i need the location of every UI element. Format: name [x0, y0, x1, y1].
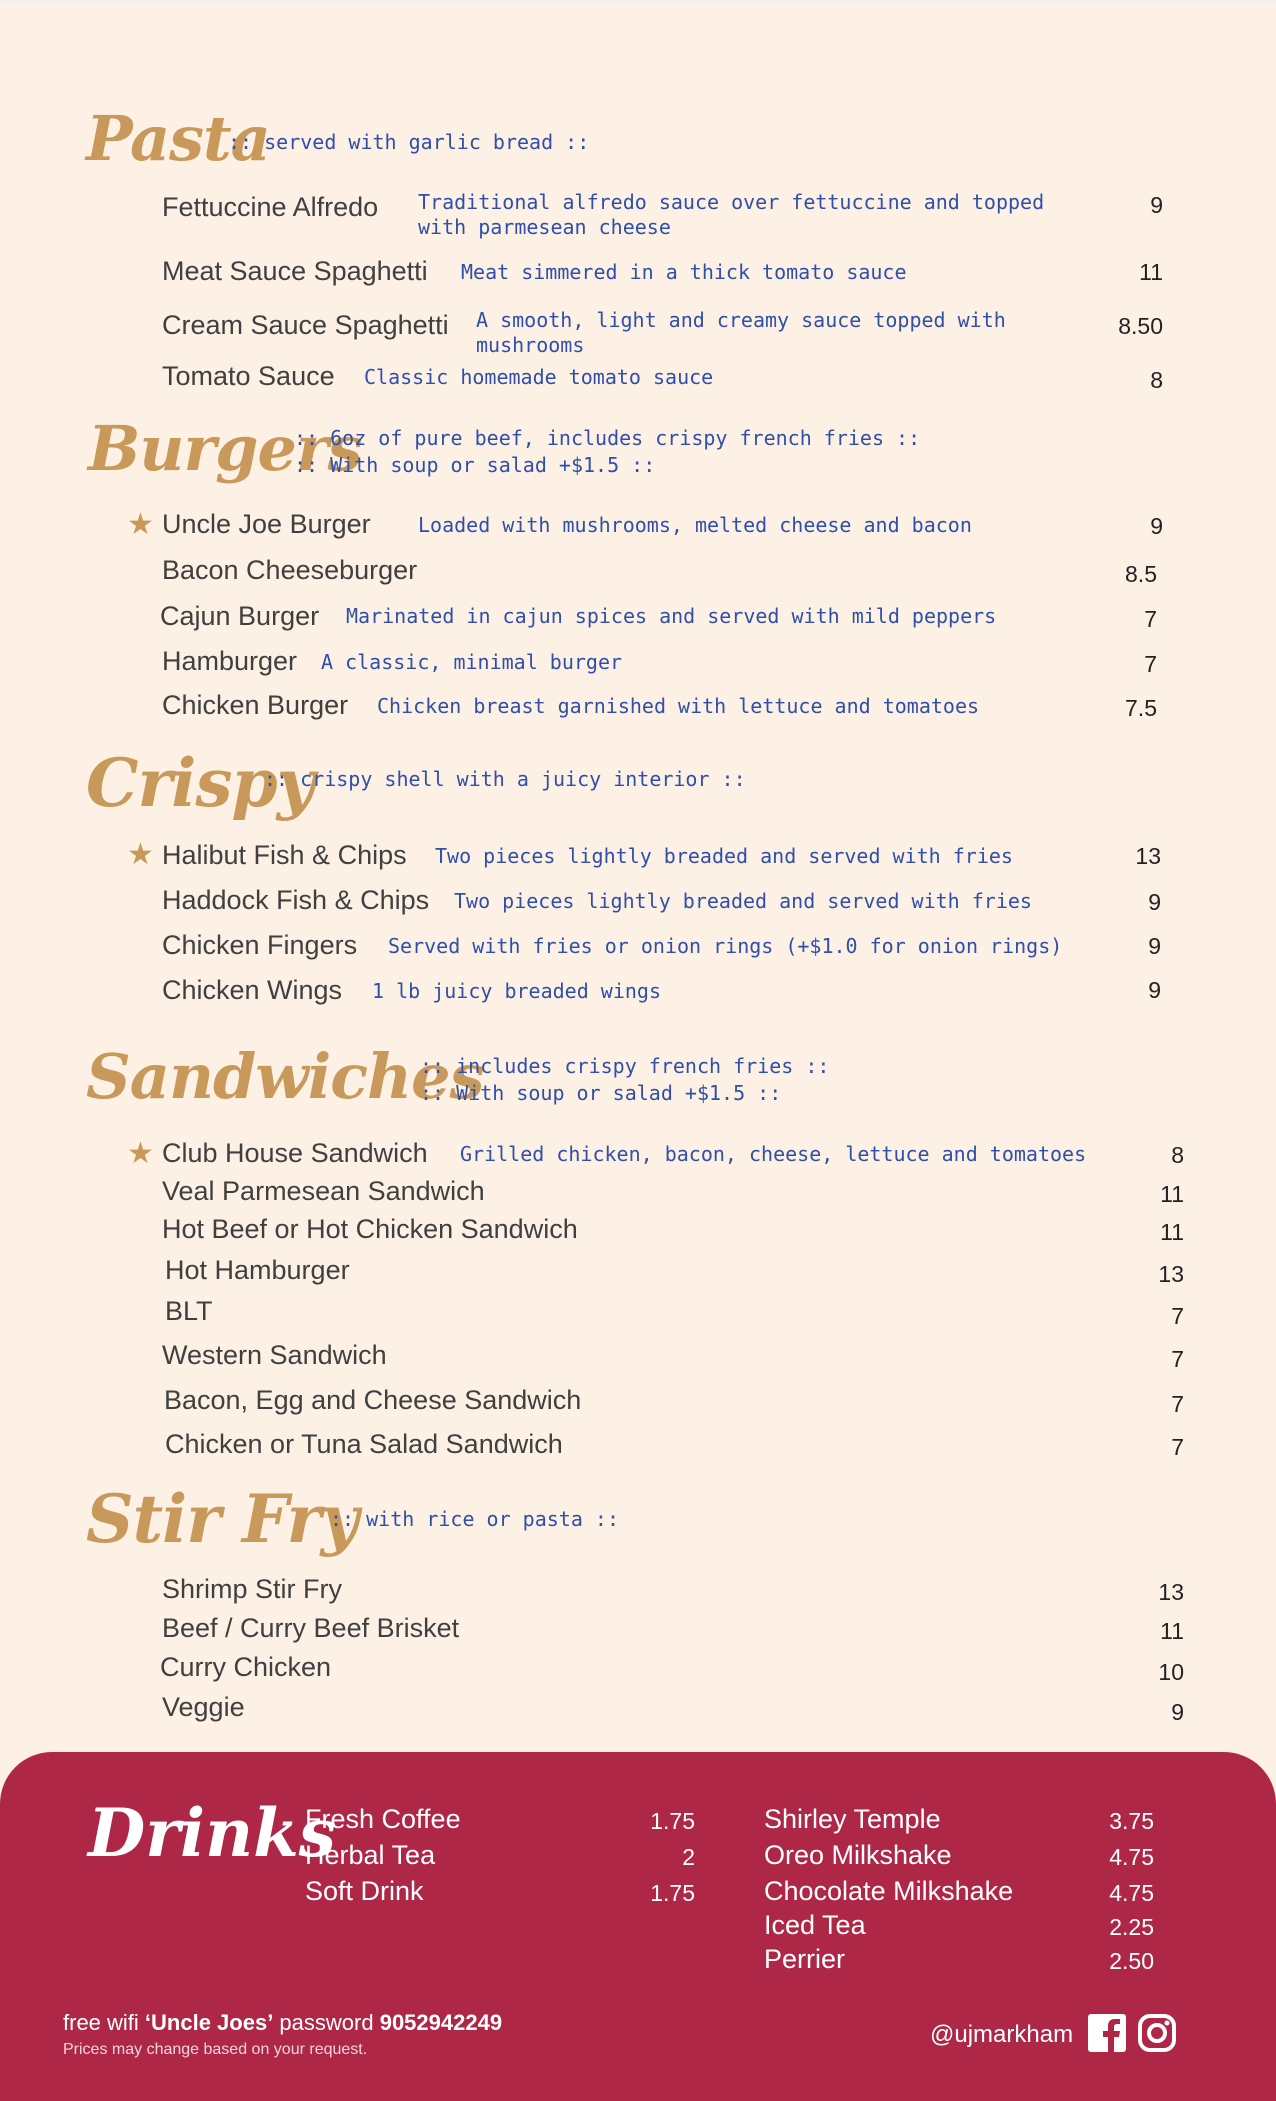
drink-name: Shirley Temple [764, 1804, 941, 1834]
menu-item-name: Veal Parmesean Sandwich [162, 1176, 485, 1206]
menu-item-price: 9 [1148, 889, 1161, 915]
menu-item-name: Haddock Fish & Chips [162, 885, 430, 915]
sandwiches-subtitle-2: :: With soup or salad +$1.5 :: [420, 1081, 782, 1105]
menu-item-name: Hot Hamburger [165, 1255, 350, 1285]
wifi-network-name: ‘Uncle Joes’ [144, 2010, 274, 2035]
menu-item-name: Fettuccine Alfredo [162, 192, 379, 222]
section-title-pasta: Pasta [86, 102, 270, 175]
menu-item-price: 10 [1158, 1659, 1184, 1685]
section-title-burgers: Burgers [88, 412, 362, 485]
menu-item-price: 9 [1148, 933, 1161, 959]
drink-price: 2.25 [1109, 1914, 1154, 1940]
menu-item-price: 7 [1171, 1434, 1184, 1460]
drink-name: Herbal Tea [305, 1840, 436, 1870]
menu-item-name: Club House Sandwich [162, 1138, 428, 1168]
menu-item-desc: Served with fries or onion rings (+$1.0 for onion rings) [388, 934, 1063, 958]
pasta-subtitle: :: served with garlic bread :: [228, 130, 590, 154]
menu-item-price: 8 [1150, 367, 1163, 393]
menu-item-desc: Loaded with mushrooms, melted cheese and bacon [418, 513, 972, 537]
drink-name: Iced Tea [764, 1910, 866, 1940]
menu-item-name: Uncle Joe Burger [162, 509, 371, 539]
section-title-stir-fry: Stir Fry [86, 1480, 358, 1558]
wifi-password: 9052942249 [379, 2010, 503, 2035]
menu-item-price: 7 [1171, 1346, 1184, 1372]
menu-item-name: Chicken Fingers [162, 930, 358, 960]
star-icon: ★ [127, 838, 154, 871]
drink-price: 1.75 [650, 1880, 695, 1906]
drink-name: Perrier [764, 1944, 846, 1974]
menu-item-price: 11 [1160, 1219, 1184, 1245]
section-title-drinks: Drinks [88, 1794, 336, 1872]
drink-price: 3.75 [1109, 1808, 1154, 1834]
menu-item-price: 8 [1171, 1142, 1184, 1168]
menu-item-price: 13 [1135, 843, 1161, 869]
menu-item-name: Hamburger [162, 646, 298, 676]
menu-item-name: BLT [165, 1296, 213, 1326]
drink-name: Fresh Coffee [305, 1804, 461, 1834]
menu-item-price: 7 [1171, 1391, 1184, 1417]
menu-item-name: Tomato Sauce [162, 361, 335, 391]
menu-item-name: Chicken Wings [162, 975, 343, 1005]
wifi-mid: password [273, 2010, 380, 2035]
menu-item-price: 11 [1160, 1181, 1184, 1207]
sandwiches-subtitle-1: :: includes crispy french fries :: [420, 1054, 830, 1078]
menu-item-desc: with parmesean cheese [418, 215, 671, 239]
menu-item-name: Cream Sauce Spaghetti [162, 310, 449, 340]
wifi-prefix: free wifi [63, 2010, 145, 2035]
menu-item-name: Bacon Cheeseburger [162, 555, 418, 585]
menu-item-price: 7 [1171, 1303, 1184, 1329]
menu-item-desc: Marinated in cajun spices and served with mild peppers [346, 604, 997, 628]
section-title-crispy: Crispy [86, 744, 315, 822]
drinks-footer [0, 1752, 1276, 2101]
menu-item-price: 9 [1148, 977, 1161, 1003]
menu-item-name: Chicken Burger [162, 690, 349, 720]
menu-item-price: 13 [1158, 1261, 1184, 1287]
menu-item-name: Shrimp Stir Fry [162, 1574, 343, 1604]
menu-item-desc: mushrooms [476, 333, 585, 357]
drink-price: 2.50 [1109, 1948, 1154, 1974]
social-handle[interactable]: @ujmarkham [930, 2021, 1074, 2048]
menu-item-desc: Two pieces lightly breaded and served with fries [454, 889, 1032, 913]
menu-item-price: 9 [1150, 513, 1163, 539]
price-note: Prices may change based on your request. [63, 2041, 368, 2058]
menu-item-desc: Grilled chicken, bacon, cheese, lettuce and tomatoes [460, 1142, 1087, 1166]
menu-item-price: 8.5 [1125, 561, 1157, 587]
menu-item-desc: Chicken breast garnished with lettuce and tomatoes [377, 694, 980, 718]
menu-item-desc: Two pieces lightly breaded and served with fries [435, 844, 1013, 868]
menu-item-name: Bacon, Egg and Cheese Sandwich [164, 1385, 582, 1415]
menu-item-price: 13 [1158, 1579, 1184, 1605]
menu-item-price: 7.5 [1125, 695, 1157, 721]
menu-item-name: Hot Beef or Hot Chicken Sandwich [162, 1214, 578, 1244]
section-title-sandwiches: Sandwiches [86, 1040, 484, 1113]
menu-item-name: Meat Sauce Spaghetti [162, 256, 428, 286]
menu-item-name: Chicken or Tuna Salad Sandwich [165, 1429, 563, 1459]
menu-item-price: 8.50 [1118, 313, 1163, 339]
drink-name: Chocolate Milkshake [764, 1876, 1014, 1906]
menu-item-desc: 1 lb juicy breaded wings [372, 979, 661, 1003]
crispy-subtitle: :: crispy shell with a juicy interior :: [264, 767, 746, 791]
menu-item-price: 7 [1144, 606, 1157, 632]
menu-item-price: 11 [1160, 1618, 1184, 1644]
menu-item-desc: Meat simmered in a thick tomato sauce [461, 260, 907, 284]
drink-price: 4.75 [1109, 1880, 1154, 1906]
menu-item-price: 9 [1150, 192, 1163, 218]
wifi-info [63, 2010, 502, 2036]
stir-fry-subtitle: :: with rice or pasta :: [330, 1507, 619, 1531]
facebook-icon[interactable] [1088, 2014, 1126, 2052]
menu-item-name: Beef / Curry Beef Brisket [162, 1613, 460, 1643]
star-icon: ★ [127, 1137, 154, 1170]
menu-item-price: 11 [1139, 259, 1163, 285]
menu-item-name: Halibut Fish & Chips [162, 840, 407, 870]
menu-item-desc: Traditional alfredo sauce over fettuccine and topped [418, 190, 1045, 214]
top-border [0, 0, 1276, 4]
star-icon: ★ [127, 508, 154, 541]
menu-item-name: Western Sandwich [162, 1340, 387, 1370]
menu-item-name: Veggie [162, 1692, 245, 1722]
menu-item-desc: A classic, minimal burger [321, 650, 623, 674]
menu-item-price: 7 [1144, 651, 1157, 677]
drink-price: 4.75 [1109, 1844, 1154, 1870]
menu-item-name: Cajun Burger [160, 601, 320, 631]
menu-item-name: Curry Chicken [160, 1652, 332, 1682]
drink-name: Soft Drink [305, 1876, 424, 1906]
burgers-subtitle-2: :: With soup or salad +$1.5 :: [294, 453, 656, 477]
drink-price: 1.75 [650, 1808, 695, 1834]
menu-item-price: 9 [1171, 1699, 1184, 1725]
burgers-subtitle-1: :: 6oz of pure beef, includes crispy french fries :: [294, 426, 921, 450]
drink-price: 2 [682, 1844, 695, 1870]
menu-item-desc: A smooth, light and creamy sauce topped with [476, 308, 1006, 332]
menu-item-desc: Classic homemade tomato sauce [364, 365, 714, 389]
instagram-icon[interactable] [1138, 2014, 1176, 2052]
drink-name: Oreo Milkshake [764, 1840, 952, 1870]
